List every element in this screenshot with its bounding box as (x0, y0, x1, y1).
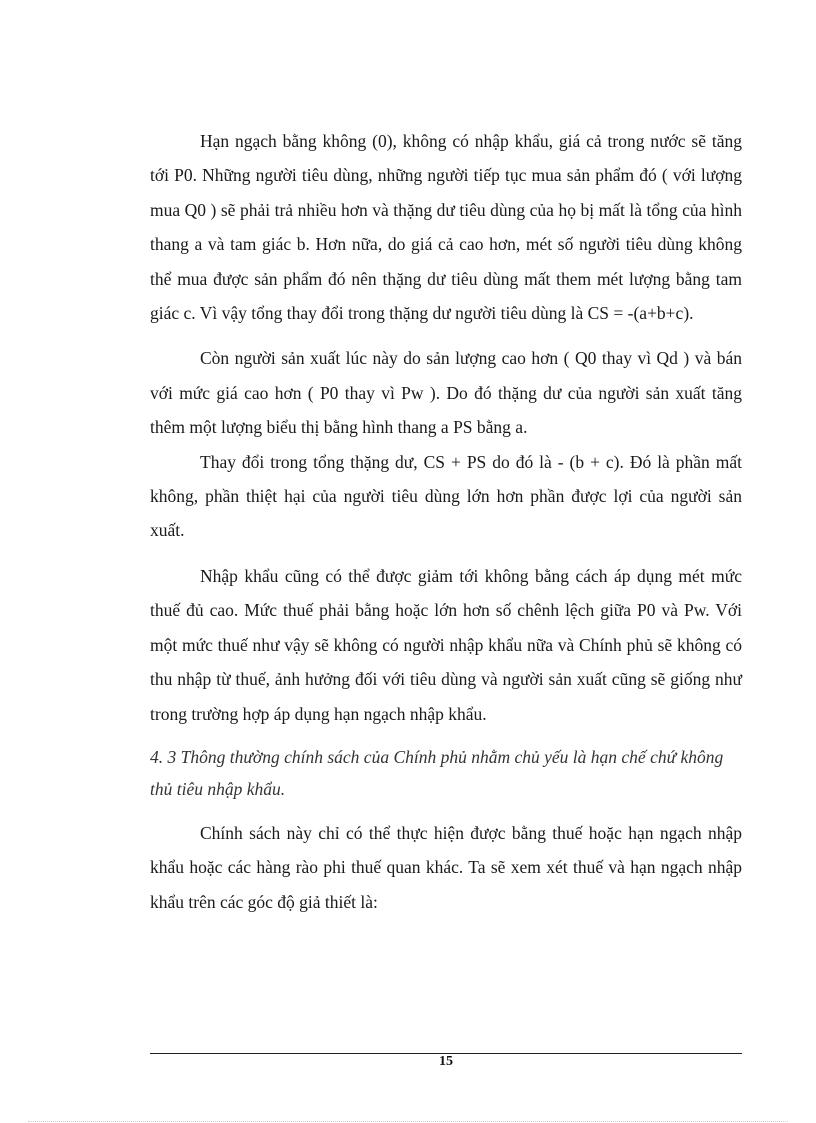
page-bottom-border (28, 1121, 788, 1122)
paragraph-policy-tools: Chính sách này chỉ có thể thực hiện được bằng thuế hoặc hạn ngạch nhập khẩu hoặc các hàng rào phi thuế quan khác. Ta sẽ xem xét thuế và hạn ngạch nhập khẩu trên các góc độ giả thiết là: (150, 822, 742, 912)
paragraph-producer-surplus: Còn người sản xuất lúc này do sản lượng cao hơn ( Q0 thay vì Qd ) và bán với mức giá cao hơn ( P0 thay vì Pw ). Do đó thặng dư của người sản xuất tăng thêm một lượng biểu thị bằng hình thang a PS bằng a. (150, 348, 742, 438)
page-body (150, 124, 742, 919)
paragraph-import-tariff: Nhập khẩu cũng có thể được giảm tới không bằng cách áp dụng mét mức thuế đủ cao. Mức thuế phải bằng hoặc lớn hơn số chênh lệch giữa P0 và Pw. Với một mức thuế như vậy sẽ không có người nhập khẩu nữa và Chính phủ sẽ không có thu nhập từ thuế, ảnh hưởng đối với tiêu dùng và người sản xuất cũng sẽ giống như trong trường hợp áp dụng hạn ngạch nhập khẩu. (150, 565, 742, 724)
paragraph-quota-consumer-surplus: Hạn ngạch bằng không (0), không có nhập khẩu, giá cả trong nước sẽ tăng tới P0. Những người tiêu dùng, những người tiếp tục mua sản phẩm đó ( với lượng mua Q0 ) sẽ phải trả nhiều hơn và thặng dư tiêu dùng của họ bị mất là tổng của hình thang a và tam giác b. Hơn nữa, do giá cả cao hơn, mét số người tiêu dùng không thể mua được sản phẩm đó nên thặng dư tiêu dùng mất them mét lượng bằng tam giác c. Vì vậy tổng thay đổi trong thặng dư người tiêu dùng là CS = -(a+b+c). (150, 131, 742, 324)
section-heading: 4. 3 Thông thường chính sách của Chính phủ nhằm chủ yếu là hạn chế chứ không thủ tiêu nhập khẩu. (150, 746, 724, 799)
page-number: 15 (439, 1054, 453, 1069)
paragraph-total-surplus: Thay đổi trong tổng thặng dư, CS + PS do đó là - (b + c). Đó là phần mất không, phần thiệt hại của người tiêu dùng lớn hơn phần được lợi của người sản xuất. (150, 451, 742, 541)
